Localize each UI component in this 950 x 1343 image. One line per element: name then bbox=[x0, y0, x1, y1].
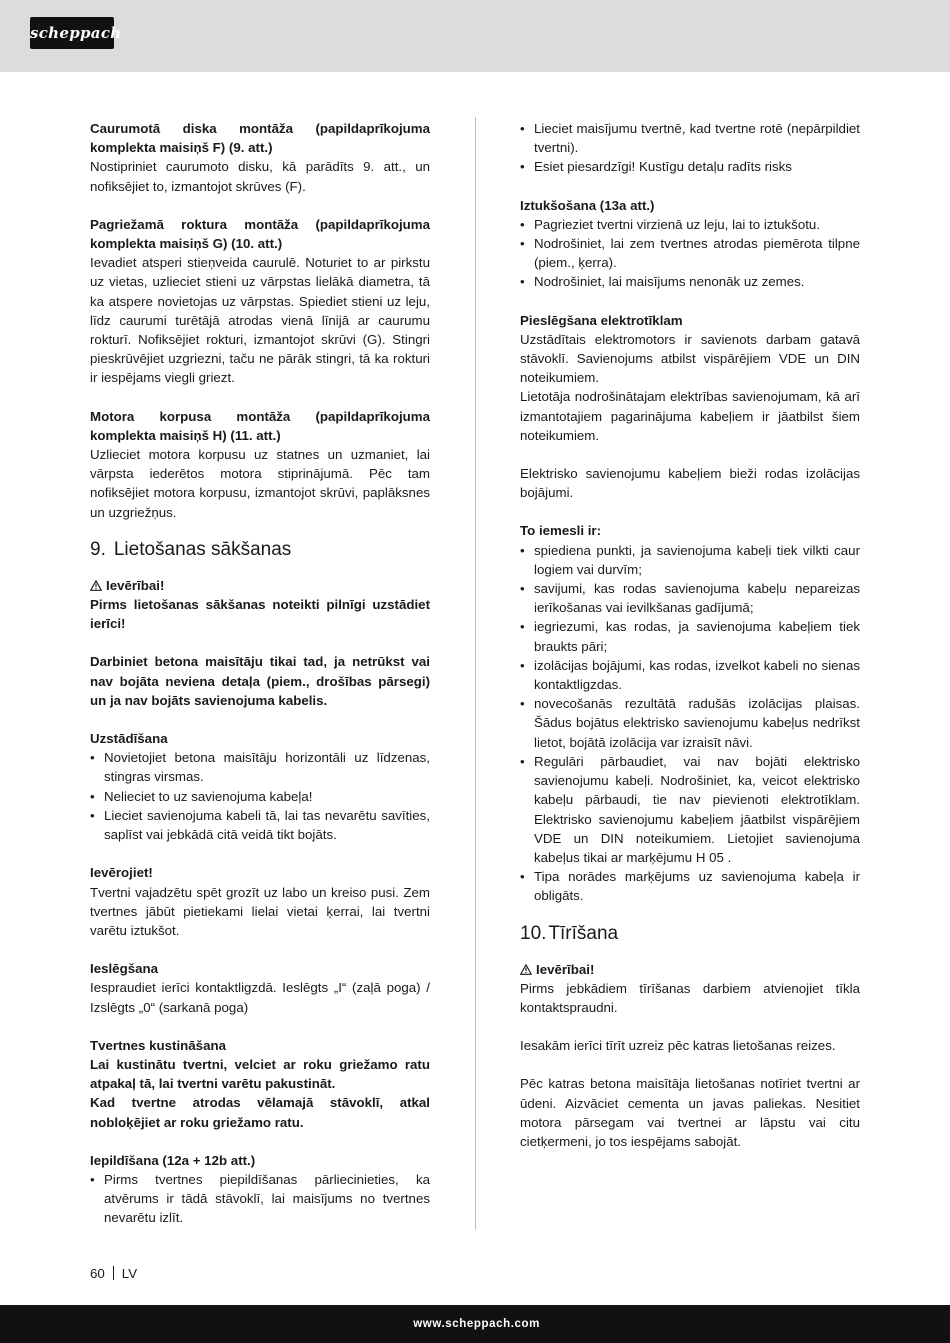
emptying-list bbox=[520, 215, 860, 292]
list-item: • Nelieciet to uz savienojuma kabeļa! bbox=[90, 787, 430, 806]
paragraph: Tvertni vajadzētu spēt grozīt uz labo un kreiso pusi. Zem tvertnes jābūt pietiekami lielai vietai ķerrai, lai tvertni varētu iztukšot. bbox=[90, 884, 430, 938]
chapter-number: 9. bbox=[90, 538, 106, 560]
section-title: Iztukšošana (13a att.) bbox=[520, 197, 655, 213]
paragraph: Iespraudiet ierīci kontaktligzdā. Ieslēgts „I“ (zaļā poga) / Izslēgts „0“ (sarkanā poga) bbox=[90, 980, 430, 1015]
paragraph: Pirms jebkādiem tīrīšanas darbiem atvienojiet tīkla kontaktspraudni. bbox=[520, 980, 860, 1015]
paragraph: Nostipriniet caurumoto disku, kā parādīts 9. att., un nofiksējiet to, izmantojot skrūves (F). bbox=[90, 159, 430, 194]
list-item: • Lieciet maisījumu tvertnē, kad tvertne rotē (nepārpildiet tvertni). bbox=[520, 119, 860, 157]
right-column bbox=[520, 119, 860, 1151]
chapter-title: Tīrīšana bbox=[548, 922, 619, 944]
chapter-heading bbox=[520, 922, 860, 946]
section-title: Ieslēgšana bbox=[90, 961, 159, 977]
list-item: • Nodrošiniet, lai zem tvertnes atrodas piemērota tilpne (piem., ķerra). bbox=[520, 234, 860, 272]
mixing-list bbox=[520, 119, 860, 177]
setup-list bbox=[90, 748, 430, 844]
warning-triangle-icon bbox=[90, 580, 102, 591]
page-number: 60 bbox=[90, 1266, 105, 1281]
section-title: Caurumotā diska montāža (papildaprīkojuma komplekta maisiņš F) (9. att.) bbox=[90, 121, 430, 156]
list-item: • spiediena punkti, ja savienojuma kabeļi tiek vilkti caur logiem vai durvīm; bbox=[520, 541, 860, 579]
bold-paragraph: Darbiniet betona maisītāju tikai tad, ja netrūkst vai nav bojāta neviena detaļa (piem., drošības pārsegi) un ja nav bojāts savienojuma kabelis. bbox=[90, 654, 430, 708]
chapter-title: Lietošanas sākšanas bbox=[113, 538, 292, 560]
chapter-number: 10. bbox=[520, 922, 547, 944]
section-title: Motora korpusa montāža (papildaprīkojuma komplekta maisiņš H) (11. att.) bbox=[90, 408, 430, 443]
section-title: To iemesli ir: bbox=[520, 523, 602, 539]
section-title: Tvertnes kustināšana bbox=[90, 1037, 226, 1053]
list-item: • Pirms tvertnes piepildīšanas pārliecinieties, ka atvērums ir tādā stāvoklī, lai maisījums no tvertnes nevarētu izlīt. bbox=[90, 1170, 430, 1228]
website-link[interactable]: www.scheppach.com bbox=[413, 1318, 540, 1330]
paragraph: Ievadiet atsperi stieņveida caurulē. Noturiet to ar pirkstu uz vietas, uzlieciet stieni uz vārpstas lielākā diametra, tā ka atspere novietojas uz vārpstas. Spiediet stieni uz leju, līdz caurumi turētājā atrodas vienā līnijā ar caurumu rokturī. Nofiksējiet rokturi, izmantojot skrūvi (G). Stingri pieskrūvējiet uzgriezni, taču ne pārāk stingri, tā ka rokturi ir iespējams viegli griezt. bbox=[90, 255, 430, 386]
brand-logo: scheppach bbox=[30, 17, 114, 49]
section-title: Pagriežamā roktura montāža (papildaprīkojuma komplekta maisiņš G) (10. att.) bbox=[90, 216, 430, 252]
bold-paragraph: Lai kustinātu tvertni, velciet ar roku griežamo ratu atpakaļ tā, lai tvertni varētu pakustināt. bbox=[90, 1056, 430, 1092]
bold-paragraph: Kad tvertne atrodas vēlamajā stāvoklī, atkal nobloķējiet ar roku griežamo ratu. bbox=[90, 1095, 430, 1130]
paragraph: Lietotāja nodrošinātajam elektrības savienojumam, kā arī izmantotajiem pagarinājuma kabeļiem ir jāatbilst šiem noteikumiem. bbox=[520, 389, 860, 443]
list-item: • novecošanās rezultātā radušās izolācijas plaisas. Šādus bojātus elektrisko savienojumu kabeļus nedrīkst lietot, bojātā izolācija var izraisīt nāvi. bbox=[520, 694, 860, 752]
list-item: • Lieciet savienojuma kabeli tā, lai tas nevarētu savīties, saplīst vai jebkādā citā veidā tikt bojāts. bbox=[90, 806, 430, 844]
list-item: • iegriezumi, kas rodas, ja savienojuma kabeļiem tiek braukts pāri; bbox=[520, 617, 860, 655]
paragraph: Uzstādītais elektromotors ir savienots darbam gatavā stāvoklī. Savienojums atbilst vispārējiem VDE un DIN noteikumiem. bbox=[520, 331, 860, 386]
section-title: Iepildīšana (12a + 12b att.) bbox=[90, 1152, 256, 1168]
list-item: • Regulāri pārbaudiet, vai nav bojāti elektrisko savienojumu kabeļi. Nodrošiniet, ka, veicot elektrisko kabeļu pārbaudi, tie nav pievienoti elektrotīklam. Elektrisko savienojumu kabeļiem jāatbilst vispārējiem VDE un DIN noteikumiem. Lietojiet savienojuma kabeļus tikai ar marķējumu H 05 . bbox=[520, 752, 860, 867]
list-item: • savijumi, kas rodas savienojuma kabeļu nepareizas ierīkošanas vai ievilkšanas gadījumā; bbox=[520, 579, 860, 617]
fill-list bbox=[90, 1170, 430, 1228]
list-item: • Novietojiet betona maisītāju horizontāli uz līdzenas, stingras virsmas. bbox=[90, 748, 430, 786]
section-title: Ievērojiet! bbox=[90, 865, 153, 881]
footer-separator bbox=[113, 1266, 114, 1280]
warning-label: Ievērībai! bbox=[520, 960, 860, 979]
list-item: • Pagrieziet tvertni virzienā uz leju, lai to iztukšotu. bbox=[520, 215, 860, 234]
language-code: LV bbox=[121, 1266, 138, 1281]
paragraph: Iesakām ierīci tīrīt uzreiz pēc katras lietošanas reizes. bbox=[520, 1038, 836, 1054]
reasons-list bbox=[520, 541, 860, 906]
section-title: Pieslēgšana elektrotīklam bbox=[520, 312, 683, 328]
footer-bar bbox=[0, 1305, 950, 1343]
page-footer bbox=[90, 1265, 137, 1283]
warning-triangle-icon bbox=[520, 964, 532, 975]
left-column bbox=[90, 119, 430, 1228]
list-item: • izolācijas bojājumi, kas rodas, izvelkot kabeli no sienas kontaktligzdas. bbox=[520, 656, 860, 694]
warning-text: Pirms lietošanas sākšanas noteikti pilnīgi uzstādiet ierīci! bbox=[90, 597, 430, 632]
list-item: • Tipa norādes marķējums uz savienojuma kabeļa ir obligāts. bbox=[520, 867, 860, 905]
warning-label: Ievērībai! bbox=[90, 576, 430, 595]
section-title: Uzstādīšana bbox=[90, 731, 168, 747]
list-item: • Esiet piesardzīgi! Kustīgu detaļu radīts risks bbox=[520, 157, 860, 176]
paragraph: Uzlieciet motora korpusu uz statnes un uzmaniet, lai vārpsta iederētos motora stiprinājumā. Pēc tam nofiksējiet motora korpusu, izmantojot skrūvi, paplāksnes un uzgriežņus. bbox=[90, 447, 430, 520]
paragraph: Pēc katras betona maisītāja lietošanas notīriet tvertni ar ūdeni. Aizvāciet cementa un javas paliekas. Nesitiet motora pārsegam vai tvertnei ar lāpstu vai citu cietķermeni, jo tos iespējams sabojāt. bbox=[520, 1076, 860, 1149]
chapter-heading bbox=[90, 538, 430, 562]
paragraph: Elektrisko savienojumu kabeļiem bieži rodas izolācijas bojājumi. bbox=[520, 466, 860, 501]
header-bar bbox=[0, 0, 950, 72]
list-item: • Nodrošiniet, lai maisījums nenonāk uz zemes. bbox=[520, 272, 860, 291]
column-divider bbox=[475, 117, 476, 1230]
